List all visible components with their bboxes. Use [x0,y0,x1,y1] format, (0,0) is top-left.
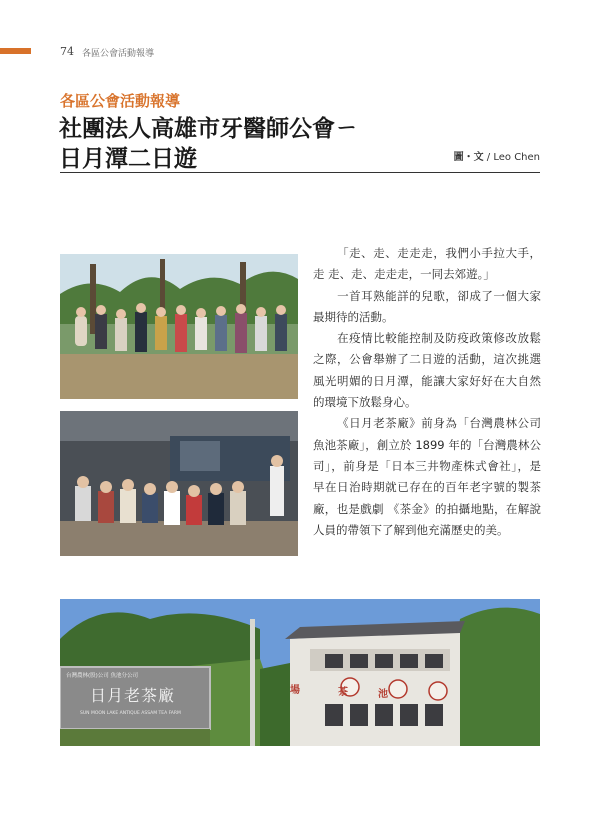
paragraph-trip: 在疫情比較能控制及防疫政策修改放鬆之際，公會舉辦了二日遊的活動，這次挑選風光明媚的日月潭，能讓大家好好在大自然的環境下放鬆身心。 [313,331,541,410]
factory-char-2: 茶 [338,687,348,698]
sign-main-text: 日月老茶廠 [90,686,176,705]
title-divider [60,172,540,173]
title-line-1: 社團法人高雄市牙醫師公會ㄧ [59,116,358,142]
article-title [59,114,358,174]
group-outdoor-photo [60,254,298,399]
article-body [313,243,541,541]
byline-role: 圖・文 [453,152,484,163]
page-number: 74 [60,45,74,58]
tea-factory-indoor-photo [60,411,298,556]
byline [454,148,540,163]
factory-char-3: 池 [378,689,388,700]
section-label: 各區公會活動報導 [60,92,181,110]
accent-bar [0,48,31,54]
factory-exterior-photo [60,599,540,746]
paragraph-intro: 一首耳熟能詳的兒歌，卻成了一個大家最期待的活動。 [313,288,541,324]
sign-top-text: 台灣農林(股)公司 魚池分公司 [66,673,139,679]
factory-char-1: 場 [290,685,300,696]
paragraph-tea-factory: 《日月老茶廠》前身為「台灣農林公司魚池茶廠」，創立於 1899 年的「台灣農林公司」，前身是「日本三井物產株式會社」，是早在日治時期就已存在的百年老字號的製茶廠，也是戲劇 《茶金》的拍攝地點，在解說人員的帶領下了解到他充滿歷史的美。 [313,416,541,537]
title-line-2: 日月潭二日遊 [59,146,197,172]
byline-name: / Leo Chen [486,152,540,163]
running-head: 各區公會活動報導 [82,49,155,59]
sign-english-text: SUN MOON LAKE ANTIQUE ASSAM TEA FARM [80,711,181,716]
paragraph-song: 「走、走、走走走，我們小手拉大手，走 走、走、走走走，一同去郊遊。」 [313,246,541,282]
